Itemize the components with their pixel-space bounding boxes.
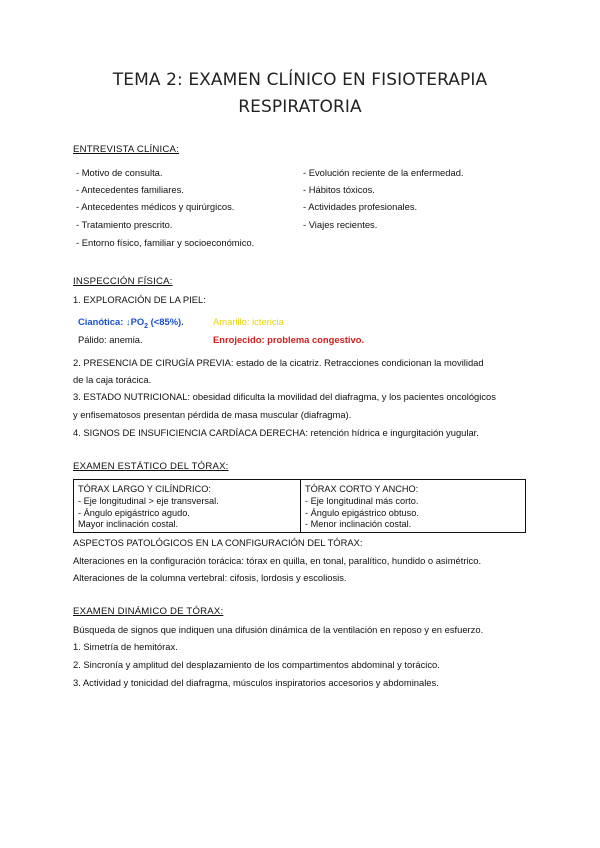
item-piel: 1. EXPLORACIÓN DE LA PIEL:: [73, 294, 206, 305]
skin-cianotica: Cianótica: $↓PO_2$ (<85%).: [78, 316, 184, 330]
list-item: - Evolución reciente de la enfermedad.: [303, 167, 464, 178]
skin-amarillo: Amarillo: ictericia: [213, 316, 284, 327]
cell-line: Mayor inclinación costal.: [78, 519, 179, 530]
list-item: - Entorno físico, familiar y socioeconómico.: [76, 237, 255, 248]
cell-line: - Eje longitudinal > eje transversal.: [78, 495, 219, 506]
list-item: - Tratamiento prescrito.: [76, 219, 173, 230]
alteraciones-columna: Alteraciones de la columna vertebral: cifosis, lordosis y escoliosis.: [73, 572, 347, 583]
list-item: - Motivo de consulta.: [76, 167, 163, 178]
page-title-line2: RESPIRATORIA: [238, 97, 362, 117]
cell-line: - Menor inclinación costal.: [305, 519, 412, 530]
skin-palido: Pálido: anemia.: [78, 334, 143, 345]
torax-comparison-table: [73, 479, 526, 533]
list-item: 3. Actividad y tonicidad del diafragma, músculos inspiratorios accesorios y abdominales.: [73, 677, 439, 688]
alteraciones-toracicas: Alteraciones en la configuración torácica: tórax en quilla, en tonal, paralítico, hundido o asimétrico.: [73, 555, 482, 566]
page-title-line1: TEMA 2: EXAMEN CLÍNICO EN FISIOTERAPIA: [112, 70, 488, 90]
dinamico-intro: Búsqueda de signos que indiquen una difusión dinámica de la ventilación en reposo y en esfuerzo.: [73, 624, 484, 635]
list-item: - Antecedentes médicos y quirúrgicos.: [76, 201, 235, 212]
cell-line: TÓRAX LARGO Y CILÍNDRICO:: [78, 484, 211, 494]
item-cirugia-cont: de la caja torácica.: [73, 374, 152, 385]
cell-line: - Eje longitudinal más corto.: [305, 495, 419, 506]
list-item: 2. Sincronía y amplitud del desplazamiento de los compartimentos abdominal y torácico.: [73, 659, 440, 670]
section-heading-estatico: EXAMEN ESTÁTICO DEL TÓRAX:: [73, 461, 229, 472]
section-heading-entrevista: ENTREVISTA CLÍNICA:: [73, 144, 179, 155]
item-insuficiencia: 4. SIGNOS DE INSUFICIENCIA CARDÍACA DERECHA: retención hídrica e ingurgitación yugular.: [73, 427, 479, 438]
list-item: - Actividades profesionales.: [303, 201, 418, 212]
section-heading-inspeccion: INSPECCIÓN FÍSICA:: [73, 276, 173, 287]
cell-line: - Ángulo epigástrico agudo.: [78, 507, 190, 518]
list-item: - Viajes recientes.: [303, 219, 378, 230]
item-nutricional-cont: y enfisematosos presentan pérdida de masa muscular (diafragma).: [73, 409, 352, 420]
table-cell-largo: [78, 484, 219, 531]
list-item: 1. Simetría de hemitórax.: [73, 641, 178, 652]
cell-line: TÓRAX CORTO Y ANCHO:: [305, 484, 419, 494]
cell-line: - Ángulo epigástrico obtuso.: [305, 507, 419, 518]
table-cell-corto: [305, 484, 419, 531]
section-heading-dinamico: EXAMEN DINÁMICO DE TÓRAX:: [73, 606, 224, 617]
patologicos-heading: ASPECTOS PATOLÓGICOS EN LA CONFIGURACIÓN DEL TÓRAX:: [73, 537, 363, 548]
list-item: - Hábitos tóxicos.: [303, 184, 375, 195]
table-divider: [300, 480, 301, 532]
item-nutricional: 3. ESTADO NUTRICIONAL: obesidad dificulta la movilidad del diafragma, y los pacientes oncológicos: [73, 391, 496, 402]
item-cirugia: 2. PRESENCIA DE CIRUGÍA PREVIA: estado de la cicatriz. Retracciones condicionan la movilidad: [73, 357, 484, 368]
skin-enrojecido: Enrojecido: problema congestivo.: [213, 334, 365, 345]
list-item: - Antecedentes familiares.: [76, 184, 184, 195]
